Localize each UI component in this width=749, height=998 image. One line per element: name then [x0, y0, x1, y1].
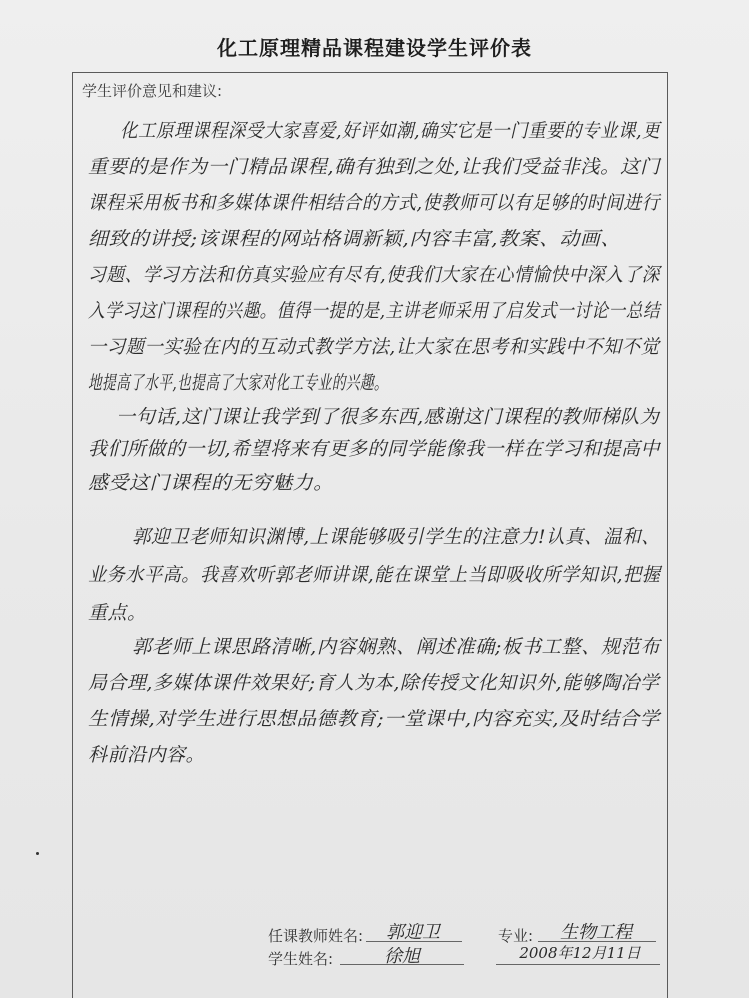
form-title: 化工原理精品课程建设学生评价表 [217, 36, 532, 60]
comment-line: 一习题一实验在内的互动式教学方法,让大家在思考和实践中不知不觉 [88, 336, 660, 358]
comment-line: 习题、学习方法和仿真实验应有尽有,使我们大家在心情愉快中深入了深 [88, 264, 660, 286]
student-name-value: 徐旭 [384, 946, 420, 967]
teacher-name-label: 任课教师姓名: [268, 927, 364, 945]
comment-line: 郭老师上课思路清晰,内容娴熟、阐述准确;板书工整、规范布 [132, 636, 661, 658]
comment-line: 细致的讲授;该课程的网站格调新颖,内容丰富,教案、动画、 [88, 228, 621, 250]
stray-ink-dot [36, 852, 39, 855]
comment-line: 感受这门课程的无穷魅力。 [88, 472, 334, 494]
comment-line: 生情操,对学生进行思想品德教育;一堂课中,内容充实,及时结合学 [88, 708, 660, 730]
comment-line: 局合理,多媒体课件效果好;育人为本,除传授文化知识外,能够陶冶学 [88, 672, 660, 694]
comment-line: 一句话,这门课让我学到了很多东西,感谢这门课程的教师梯队为 [116, 406, 660, 428]
major-label: 专业: [498, 927, 534, 945]
comment-line: 重点。 [88, 602, 147, 624]
comment-field-label: 学生评价意见和建议: [82, 82, 223, 100]
comment-line: 重要的是作为一门精品课程,确有独到之处,让我们受益非浅。这门 [88, 156, 660, 178]
student-name-underline [340, 964, 464, 965]
comment-line: 化工原理课程深受大家喜爱,好评如潮,确实它是一门重要的专业课,更 [120, 120, 661, 142]
comment-line: 课程采用板书和多媒体课件相结合的方式,使教师可以有足够的时间进行 [88, 192, 660, 214]
date-underline [496, 964, 660, 965]
comment-line: 科前沿内容。 [88, 744, 206, 766]
comment-line: 业务水平高。我喜欢听郭老师讲课,能在课堂上当即吸收所学知识,把握 [88, 564, 661, 586]
teacher-name-value: 郭迎卫 [386, 922, 440, 943]
student-name-label: 学生姓名: [268, 950, 334, 968]
evaluation-date: 2008年12月11日 [519, 944, 641, 962]
comment-line: 我们所做的一切,希望将来有更多的同学能像我一样在学习和提高中 [88, 438, 661, 460]
major-value: 生物工程 [560, 922, 632, 943]
comment-line: 郭迎卫老师知识渊博,上课能够吸引学生的注意力!认真、温和、 [132, 526, 661, 548]
comment-line: 入学习这门课程的兴趣。值得一提的是,主讲老师采用了启发式一讨论一总结 [88, 300, 661, 322]
comment-line: 地提高了水平,也提高了大家对化工专业的兴趣。 [88, 372, 388, 394]
